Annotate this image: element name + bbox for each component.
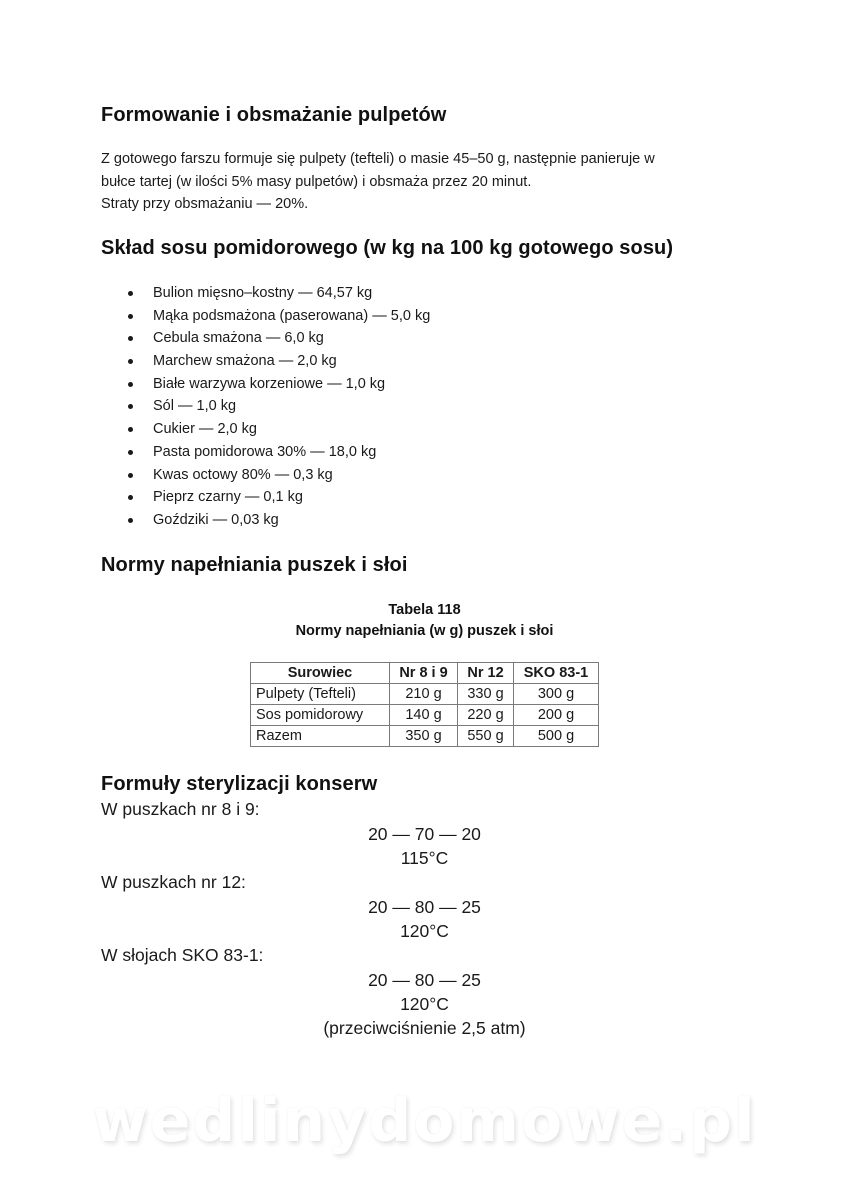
filling-norms-table: [250, 662, 599, 747]
table-cell: 210 g: [390, 684, 458, 705]
bullet-icon: [128, 404, 133, 409]
sterilization-formula: 20 — 80 — 25: [368, 970, 481, 990]
forming-line: bułce tartej (w ilości 5% masy pulpetów) i obsmaża przez 20 minut.: [101, 173, 532, 190]
forming-paragraph: [101, 148, 781, 216]
table-cell: Pulpety (Tefteli): [251, 684, 390, 705]
table-cell: Sos pomidorowy: [251, 705, 390, 726]
table-row: [251, 684, 599, 705]
table-row: [251, 705, 599, 726]
ingredients-list: [101, 282, 430, 532]
table-cell: 350 g: [390, 726, 458, 747]
list-item: [101, 305, 430, 328]
list-item: [101, 350, 430, 373]
sterilization-temperature: 115°C: [400, 848, 449, 868]
list-item: [101, 373, 430, 396]
list-item: [101, 486, 430, 509]
column-header: Nr 8 i 9: [390, 663, 458, 684]
sterilization-temperature: 120°C: [400, 921, 449, 941]
bullet-icon: [128, 359, 133, 364]
list-item: [101, 418, 430, 441]
ingredient-text: Marchew smażona — 2,0 kg: [153, 353, 337, 370]
list-item: [101, 509, 430, 532]
ingredient-text: Bulion mięsno–kostny — 64,57 kg: [153, 285, 373, 301]
sterilization-label: W słojach SKO 83-1:: [101, 945, 264, 965]
forming-line: Z gotowego farszu formuje się pulpety (tefteli) o masie 45–50 g, następnie panieruje w: [101, 151, 655, 167]
ingredient-text: Sól — 1,0 kg: [153, 398, 237, 415]
bullet-icon: [128, 427, 133, 432]
bullet-icon: [128, 291, 133, 296]
list-item: [101, 395, 430, 418]
ingredient-text: Cebula smażona — 6,0 kg: [153, 330, 324, 347]
ingredient-text: Kwas octowy 80% — 0,3 kg: [153, 466, 333, 483]
ingredient-text: Pieprz czarny — 0,1 kg: [153, 489, 303, 506]
sterilization-label: W puszkach nr 8 i 9:: [101, 799, 260, 819]
table-cell: 550 g: [458, 726, 514, 747]
table-header-row: [251, 663, 599, 684]
table-row: [251, 726, 599, 747]
ingredient-text: Białe warzywa korzeniowe — 1,0 kg: [153, 375, 386, 392]
bullet-icon: [128, 518, 133, 523]
table-caption: Normy napełniania (w g) puszek i słoi: [295, 623, 554, 639]
list-item: [101, 282, 430, 305]
table-cell: 500 g: [514, 726, 599, 747]
watermark: wedlinydomowe.pl: [92, 1086, 757, 1156]
section-title-norms: Normy napełniania puszek i słoi: [101, 554, 408, 576]
column-header: Nr 12: [458, 663, 514, 684]
sterilization-formula: 20 — 80 — 25: [368, 897, 481, 917]
table-cell: 330 g: [458, 684, 514, 705]
bullet-icon: [128, 314, 133, 319]
table-cell: 220 g: [458, 705, 514, 726]
bullet-icon: [128, 495, 133, 500]
table-cell: 300 g: [514, 684, 599, 705]
ingredient-text: Mąka podsmażona (paserowana) — 5,0 kg: [153, 307, 431, 324]
table-cell: 200 g: [514, 705, 599, 726]
column-header: SKO 83-1: [514, 663, 599, 684]
bullet-icon: [128, 450, 133, 455]
sterilization-label: W puszkach nr 12:: [101, 872, 246, 892]
list-item: [101, 327, 430, 350]
section-title-forming: Formowanie i obsmażanie pulpetów: [101, 104, 447, 126]
ingredient-text: Pasta pomidorowa 30% — 18,0 kg: [153, 443, 377, 460]
section-title-sterilization: Formuły sterylizacji konserw: [101, 773, 378, 795]
list-item: [101, 441, 430, 464]
bullet-icon: [128, 382, 133, 387]
bullet-icon: [128, 473, 133, 478]
table-cell: 140 g: [390, 705, 458, 726]
table-number: Tabela 118: [388, 602, 461, 618]
column-header: Surowiec: [251, 663, 390, 684]
section-title-sauce: Skład sosu pomidorowego (w kg na 100 kg gotowego sosu): [101, 237, 674, 259]
sterilization-temperature: 120°C: [400, 994, 449, 1014]
forming-line: Straty przy obsmażaniu — 20%.: [101, 196, 309, 212]
sterilization-formula: 20 — 70 — 20: [368, 824, 481, 844]
sterilization-note: (przeciwciśnienie 2,5 atm): [323, 1018, 526, 1038]
ingredient-text: Cukier — 2,0 kg: [153, 421, 257, 438]
bullet-icon: [128, 336, 133, 341]
list-item: [101, 464, 430, 487]
ingredient-text: Goździki — 0,03 kg: [153, 511, 279, 528]
table-cell: Razem: [251, 726, 390, 747]
